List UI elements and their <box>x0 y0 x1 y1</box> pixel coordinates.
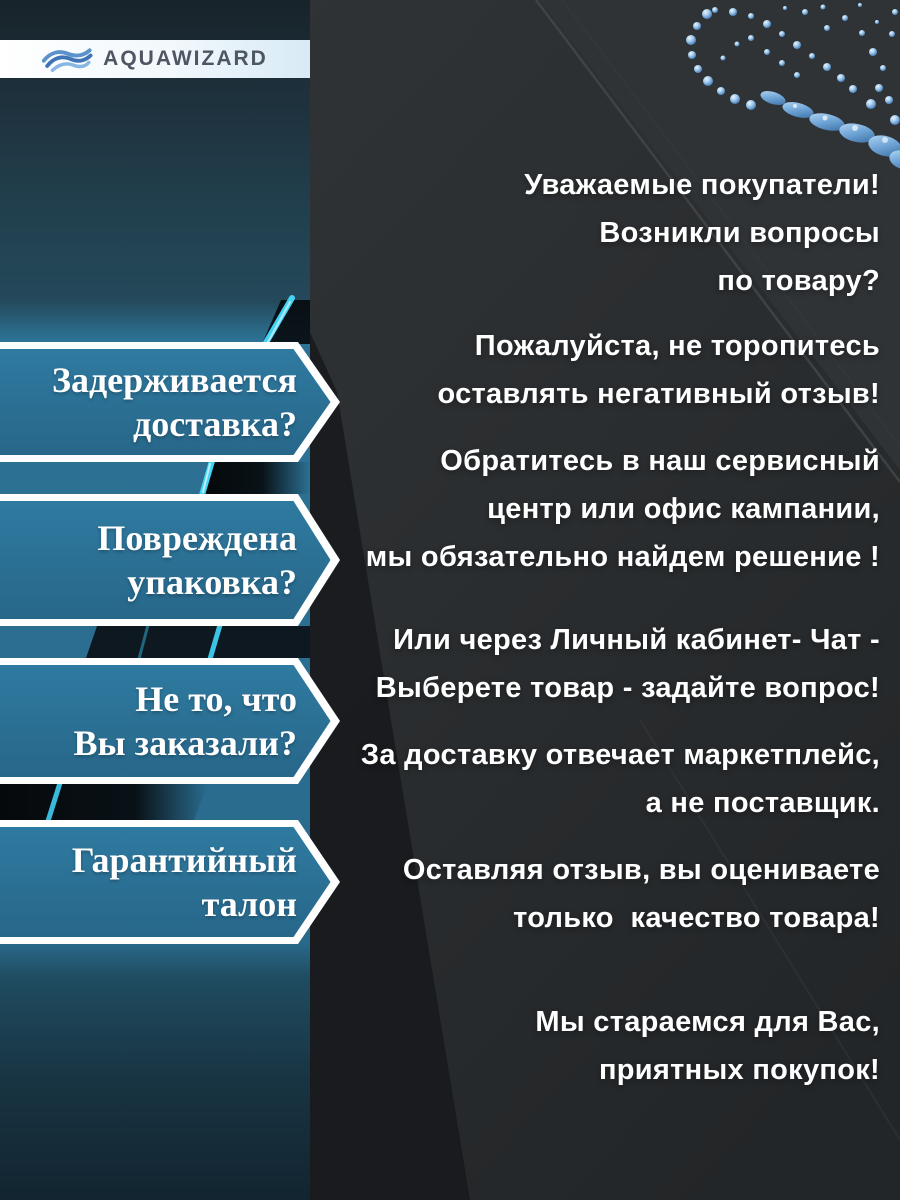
message-line: Уважаемые покупатели! <box>524 169 880 201</box>
banner-delivery-delayed-label <box>0 342 345 462</box>
message-line: Пожалуйста, не торопитесь <box>474 330 880 362</box>
banner-line: упаковка? <box>127 562 297 602</box>
banner-line: Гарантийный <box>71 840 297 880</box>
message-chat-instruction <box>300 616 880 712</box>
message-line: Или через Личный кабинет- Чат - <box>393 624 880 656</box>
message-line: приятных покупок! <box>598 1054 880 1086</box>
banner-line: доставка? <box>133 404 297 444</box>
message-line: по товару? <box>717 265 880 297</box>
banner-line: Вы заказали? <box>73 723 297 763</box>
banner-line: талон <box>201 884 297 924</box>
message-line: Выберете товар - задайте вопрос! <box>375 672 880 704</box>
banner-line: Не то, что <box>135 679 297 719</box>
message-line: а не поставщик. <box>645 787 880 819</box>
message-closing <box>300 998 880 1094</box>
message-line: Оставляя отзыв, вы оцениваете <box>402 854 880 886</box>
banner-delivery-delayed <box>0 342 345 462</box>
message-dont-rush <box>300 322 880 418</box>
message-line: мы обязательно найдем решение ! <box>365 541 880 573</box>
message-line: За доставку отвечает маркетплейс, <box>360 739 880 771</box>
banner-wrong-item-label <box>0 658 345 784</box>
message-line: центр или офис кампании, <box>487 493 880 525</box>
message-line: Возникли вопросы <box>599 217 880 249</box>
banner-line: Задерживается <box>51 360 297 400</box>
banner-damaged-packaging <box>0 494 345 626</box>
banner-warranty-card <box>0 820 345 944</box>
message-line: оставлять негативный отзыв! <box>437 378 880 410</box>
wave-icon <box>42 43 94 75</box>
message-line: Мы стараемся для Вас, <box>535 1006 880 1038</box>
message-delivery-responsibility <box>300 731 880 827</box>
banner-wrong-item <box>0 658 345 784</box>
message-line: только качество товара! <box>513 902 880 934</box>
message-greeting <box>300 161 880 305</box>
banner-line: Повреждена <box>97 518 297 558</box>
brand-logo-text: AQUAWIZARD <box>103 47 268 70</box>
water-splash-image <box>655 0 900 185</box>
message-review-quality <box>300 846 880 942</box>
banner-warranty-card-label <box>0 820 345 944</box>
message-line: Обратитесь в наш сервисный <box>440 445 880 477</box>
message-contact-service <box>300 437 880 581</box>
logo-strip <box>0 40 310 78</box>
banner-damaged-packaging-label <box>0 494 345 626</box>
